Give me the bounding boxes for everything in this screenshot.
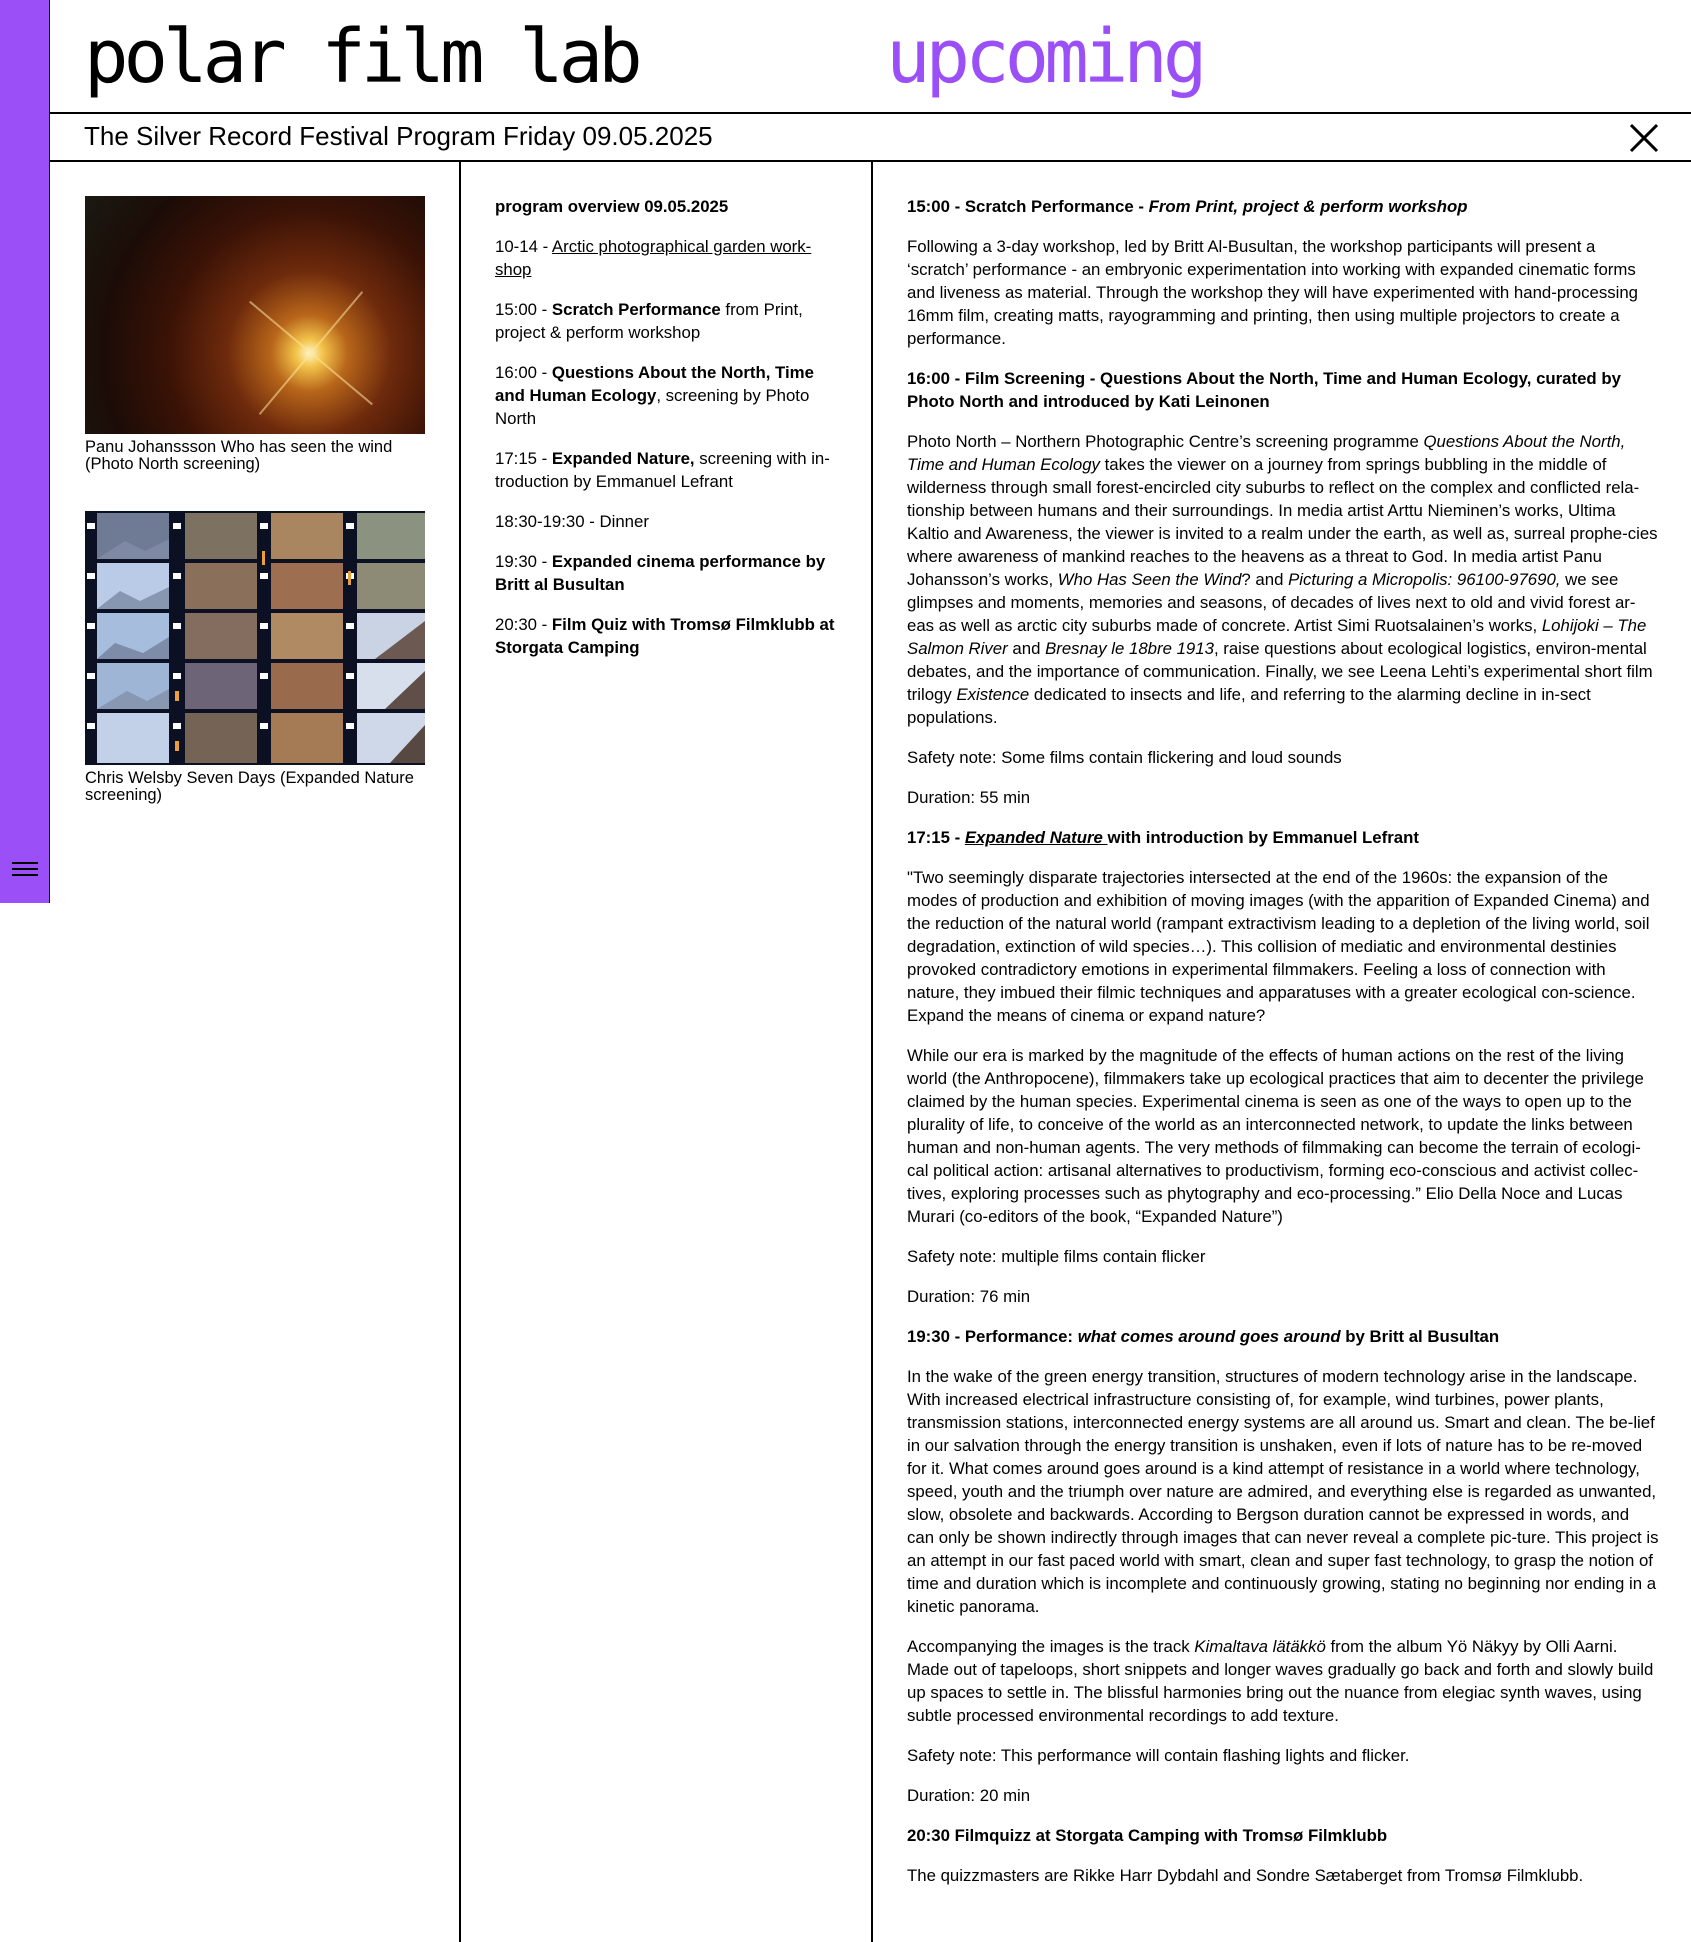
section-body: Following a 3-day workshop, led by Britt Al-Busultan, the workshop participants will present a ‘scratch’ performance - an embryonic experimentation into working with expanded cinematic forms and liveness as material. Through the workshop they will have experimented with hand-processing 16mm film, creating matts, rayogramming and printing, then using multiple projectors to create a performance. [907, 237, 1639, 348]
list-item [495, 510, 845, 533]
program-header [50, 114, 1691, 162]
heading-italic: what comes around goes around [1077, 1327, 1341, 1346]
text-run: Accompanying the images is the track [907, 1637, 1195, 1656]
safety-note: Safety note: Some films contain flickering and loud sounds [907, 748, 1342, 767]
section-body: The quizzmasters are Rikke Harr Dybdahl and Sondre Sætaberget from Tromsø Filmklubb. [907, 1866, 1584, 1885]
heading-text: with introduction by Emmanuel Lefrant [1107, 828, 1419, 847]
item-time: 16:00 - [495, 363, 552, 382]
text-run-italic: Bresnay le 18bre 1913 [1045, 639, 1214, 658]
section-body [907, 430, 1659, 729]
item-time: 20:30 - [495, 615, 552, 634]
list-item [495, 550, 845, 596]
item-title: Scratch Performance [551, 300, 721, 319]
menu-line [12, 862, 38, 864]
text-run: , raise questions about ecological logistics, environ-mental debates, and the importance of communication. Finally, we see Leena Lehti’s experimental short film trilogy [907, 639, 1653, 704]
column-divider [459, 162, 461, 1942]
page-title: The Silver Record Festival Program Friday 09.05.2025 [84, 121, 713, 151]
text-run-italic: Kimaltava lätäkkö [1194, 1637, 1326, 1656]
section-body: "Two seemingly disparate trajectories intersected at the end of the 1960s: the expansion of the modes of production and exhibition of moving images (with the apparition of Expanded Cinema) and the reduction of the natural world (rampant extractivism leading to a depletion of the living world, soil degradation, extinction of wild species…). This collision of mediatic and environmental destinies provoked contradictory emotions in experimental filmmakers. Feeling a loss of connection with nature, they imbued their filmic techniques and apparatuses with a greater ecological con-science. Expand the means of cinema or expand nature? [907, 868, 1650, 1025]
film-strip [97, 513, 169, 763]
section-heading [907, 1325, 1659, 1348]
heading-text: 15:00 - Scratch Performance - [907, 197, 1149, 216]
safety-note: Safety note: multiple films contain flicker [907, 1247, 1206, 1266]
item-time: 17:15 - [495, 449, 552, 468]
text-run: takes the viewer on a journey from springs bubbling in the middle of wilderness through small forest-encircled city suburbs to reflect on the complex and conflicted rela-tionship between humans and their surroundings. In media artist Arttu Nieminen’s works, Ultima Kaltio and Awareness, the viewer is invited to a realm under the earth, as well as, surreal prophe-cies where awareness of mankind reaches to the heavens as a threat to God. In media artist Panu Johansson’s works, [907, 455, 1658, 589]
program-overview [495, 195, 845, 676]
film-still-image [85, 196, 425, 434]
menu-line [12, 868, 38, 870]
film-strip [185, 513, 257, 763]
section-heading [907, 826, 1659, 849]
safety-note: Safety note: This performance will contain flashing lights and flicker. [907, 1746, 1410, 1765]
list-item [495, 235, 845, 281]
duration: Duration: 55 min [907, 788, 1031, 807]
light-ray [259, 352, 312, 415]
figure-wind [85, 196, 430, 473]
item-title: Film Quiz with Tromsø Filmklubb at Storgata Camping [495, 615, 835, 657]
list-item [495, 613, 845, 659]
list-item [495, 447, 845, 493]
film-strips-graphic [85, 511, 425, 765]
item-title: Questions About the North, Time and Human Ecology [495, 363, 814, 405]
images-column [85, 196, 430, 842]
film-strip [357, 513, 425, 763]
section-heading: 20:30 Filmquizz at Storgata Camping with Tromsø Filmklubb [907, 1826, 1388, 1845]
light-ray [310, 291, 363, 354]
menu-line [12, 874, 38, 876]
text-run-italic: Who Has Seen the Wind [1057, 570, 1242, 589]
film-strip [271, 513, 343, 763]
duration: Duration: 20 min [907, 1786, 1031, 1805]
image-caption: Panu Johanssson Who has seen the wind (Photo North screening) [85, 438, 393, 473]
text-run: dedicated to insects and life, and referring to the alarming decline in in-sect populations. [907, 685, 1591, 727]
workshop-link[interactable]: Arctic photographical garden work-shop [495, 237, 812, 279]
nav-upcoming-link[interactable]: upcoming [886, 14, 1203, 100]
text-run-italic: Existence [956, 685, 1030, 704]
text-run: Photo North – Northern Photographic Centre’s screening programme [907, 432, 1424, 451]
item-time: 15:00 - [495, 300, 552, 319]
light-ray [249, 301, 312, 354]
heading-text: 17:15 - [907, 828, 965, 847]
section-body: While our era is marked by the magnitude of the effects of human actions on the rest of the living world (the Anthropocene), filmmakers take up ecological practices that aim to decenter the privilege claimed by the human species. Experimental cinema is seen as one of the ways to open up to the plurality of life, to conceive of the world as an interconnected network, to update the links between human and non-human agents. The very methods of filmmaking can become the terrain of ecologi-cal political action: artisanal alternatives to productivism, forming eco-conscious and activist collec-tives, exploring processes such as phytography and eco-processing.” Elio Della Noce and Lucas Murari (co-editors of the book, “Expanded Nature”) [907, 1046, 1644, 1226]
section-heading: 16:00 - Film Screening - Questions About the North, Time and Human Ecology, curated by Photo North and introduced by Kati Leinonen [907, 369, 1621, 411]
section-body [907, 1635, 1659, 1727]
heading-text: 19:30 - Performance: [907, 1327, 1078, 1346]
text-run: we see glimpses and moments, memories and seasons, of decades of lives next to old and vivid forest ar-eas as well as arctic city suburbs made of concrete. Artist Simi Ruotsalainen’s works, [907, 570, 1636, 635]
text-run: ? and [1241, 570, 1289, 589]
film-strips-image [85, 511, 425, 765]
item-time: 18:30-19:30 - Dinner [495, 512, 649, 531]
item-time: 10-14 - [495, 237, 552, 256]
text-run-italic: Lohijoki – The Salmon River [907, 616, 1647, 658]
light-ray [310, 352, 373, 405]
hamburger-menu-icon[interactable] [12, 862, 38, 880]
text-run-italic: Picturing a Micropolis: 96100-97690, [1288, 570, 1561, 589]
close-x-icon[interactable] [1628, 122, 1660, 154]
text-run: from the album Yö Näkyy by Olli Aarni. Made out of tapeloops, short snippets and longer waves gradually go back and forth and slowly build up spaces to settle in. The blissful harmonies bring out the nuance from elegiac synth waves, using subtle processed environmental recordings to add texture. [907, 1637, 1654, 1725]
item-description: from Print, project & perform workshop [495, 300, 803, 342]
heading-italic: From Print, project & perform workshop [1148, 197, 1468, 216]
event-details [907, 195, 1659, 1904]
section-heading [907, 195, 1659, 218]
overview-title: program overview 09.05.2025 [495, 197, 729, 216]
text-run-italic: Questions About the North, Time and Human Ecology [907, 432, 1626, 474]
item-title: Expanded Nature, [551, 449, 695, 468]
list-item [495, 298, 845, 344]
item-description: screening with in-troduction by Emmanuel Lefrant [495, 449, 830, 491]
text-run: and [1007, 639, 1046, 658]
item-description: , screening by Photo North [495, 386, 810, 428]
item-time: 19:30 - [495, 552, 552, 571]
image-caption: Chris Welsby Seven Days (Expanded Nature screening) [85, 769, 414, 804]
sidebar-strip [0, 0, 50, 903]
item-title: Expanded cinema performance by Britt al Busultan [495, 552, 826, 594]
duration: Duration: 76 min [907, 1287, 1031, 1306]
heading-text: by Britt al Busultan [1340, 1327, 1500, 1346]
list-item [495, 361, 845, 430]
site-header [50, 0, 1691, 114]
figure-seven-days [85, 511, 430, 804]
site-title-link[interactable]: polar film lab [84, 14, 638, 100]
expanded-nature-link[interactable]: Expanded Nature [964, 828, 1108, 847]
column-divider [871, 162, 873, 1942]
section-body: In the wake of the green energy transition, structures of modern technology arise in the landscape. With increased electrical infrastructure consisting of, for example, wind turbines, power plants, transmission stations, interconnected energy systems are all around us. Smart and clean. The be-lief in our salvation through the energy transition is unshaken, even if lots of nature has to be re-moved for it. What comes around goes around is a kind attempt of resistance in a world where technology, speed, youth and the triumph over nature are admired, and everything else is regarded as unwanted, slow, obsolete and backwards. According to Bergson duration cannot be expressed in words, and can only be shown indirectly through images that can never reveal a complete pic-ture. This project is an attempt in our fast paced world with smart, clean and super fast technology, to grasp the notion of time and duration which is incomplete and continuously growing, stating no beginning nor ending in a kinetic panorama. [907, 1367, 1659, 1616]
